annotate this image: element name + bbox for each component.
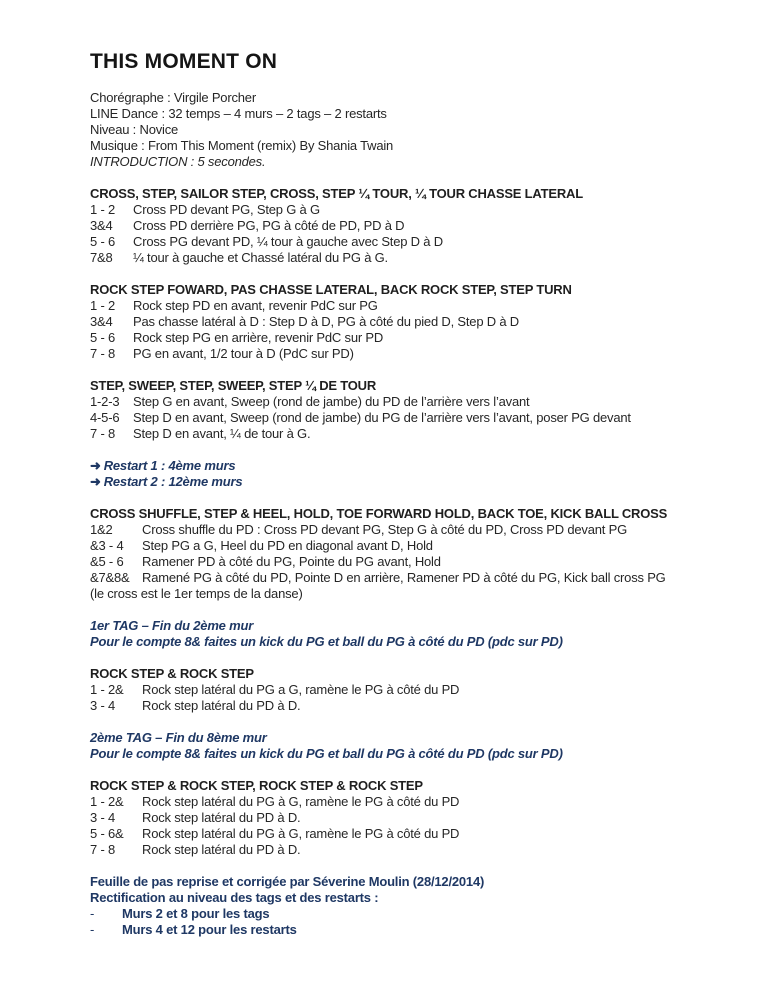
section-6 [90, 778, 710, 858]
arrow-right-icon: ➜ [90, 458, 101, 473]
restart-text: Restart 2 : 12ème murs [103, 474, 243, 489]
step-text: Ramener PD à côté du PG, Pointe du PG avant, Hold [142, 554, 441, 569]
step-line [90, 234, 710, 250]
count-label: 1-2-3 [90, 394, 120, 409]
step-text: Cross PG devant PD, ¼ tour à gauche avec Step D à D [133, 234, 443, 249]
step-line [90, 682, 710, 698]
step-text: Rock step PG en arrière, revenir PdC sur PD [133, 330, 384, 345]
meta-introduction: INTRODUCTION : 5 secondes. [90, 154, 266, 169]
step-line [90, 554, 710, 570]
step-line [90, 394, 710, 410]
step-line [90, 522, 710, 538]
tag-detail: Pour le compte 8& faites un kick du PG et ball du PG à côté du PD (pdc sur PD) [90, 746, 563, 761]
step-text: Cross PD derrière PG, PG à côté de PD, PD à D [133, 218, 405, 233]
tag-detail: Pour le compte 8& faites un kick du PG et ball du PG à côté du PD (pdc sur PD) [90, 634, 563, 649]
count-label: 5 - 6 [90, 234, 116, 249]
tag-1-block [90, 618, 710, 650]
section-4 [90, 506, 710, 602]
step-line [90, 298, 710, 314]
step-text: Pas chasse latéral à D : Step D à D, PG à côté du pied D, Step D à D [133, 314, 519, 329]
step-text: Rock step latéral du PD à D. [142, 810, 301, 825]
count-label: 7&8 [90, 250, 113, 265]
footer-bullet-text: Murs 2 et 8 pour les tags [122, 906, 270, 921]
footer-credit-block [90, 874, 710, 938]
tag-title: 1er TAG – Fin du 2ème mur [90, 618, 254, 633]
meta-choreographer: Chorégraphe : Virgile Porcher [90, 90, 256, 105]
step-line [90, 314, 710, 330]
count-label: &7&8& [90, 570, 130, 585]
section-header: CROSS SHUFFLE, STEP & HEEL, HOLD, TOE FORWARD HOLD, BACK TOE, KICK BALL CROSS [90, 506, 668, 521]
footer-bullet [90, 906, 710, 922]
tag-2-block [90, 730, 710, 762]
count-label: 4-5-6 [90, 410, 120, 425]
step-text: Rock step latéral du PD à D. [142, 698, 301, 713]
count-label: 7 - 8 [90, 346, 116, 361]
section-2 [90, 282, 710, 362]
step-text: Step D en avant, ¼ de tour à G. [133, 426, 311, 441]
step-line [90, 570, 710, 586]
step-line [90, 218, 710, 234]
section-header: ROCK STEP & ROCK STEP [90, 666, 254, 681]
count-label: 1 - 2 [90, 202, 116, 217]
step-text: Ramené PG à côté du PD, Pointe D en arrière, Ramener PD à côté du PG, Kick ball cross PG [142, 570, 666, 585]
step-line [90, 810, 710, 826]
step-text: Rock step latéral du PG a G, ramène le PG à côté du PD [142, 682, 460, 697]
step-text: Step D en avant, Sweep (rond de jambe) du PG de l’arrière vers l’avant, poser PG devant [133, 410, 631, 425]
step-line [90, 410, 710, 426]
section-header: STEP, SWEEP, STEP, SWEEP, STEP ¼ DE TOUR [90, 378, 377, 393]
restart-2-line [90, 474, 710, 490]
section-header: ROCK STEP & ROCK STEP, ROCK STEP & ROCK STEP [90, 778, 423, 793]
step-line [90, 330, 710, 346]
step-text: Cross shuffle du PD : Cross PD devant PG, Step G à côté du PD, Cross PD devant PG [142, 522, 627, 537]
step-line [90, 826, 710, 842]
step-text: Rock step PD en avant, revenir PdC sur PG [133, 298, 378, 313]
arrow-right-icon: ➜ [90, 474, 101, 489]
restarts-block [90, 458, 710, 490]
step-text: Rock step latéral du PG à G, ramène le PG à côté du PD [142, 794, 460, 809]
section-1 [90, 186, 710, 266]
count-label: &5 - 6 [90, 554, 124, 569]
count-label: 1 - 2& [90, 794, 124, 809]
step-line [90, 202, 710, 218]
step-text: PG en avant, 1/2 tour à D (PdC sur PD) [133, 346, 354, 361]
count-label: 1&2 [90, 522, 113, 537]
footer-credit: Feuille de pas reprise et corrigée par Séverine Moulin (28/12/2014) [90, 874, 485, 889]
count-label: 7 - 8 [90, 842, 116, 857]
section-header: CROSS, STEP, SAILOR STEP, CROSS, STEP ¼ TOUR, ¼ TOUR CHASSE LATERAL [90, 186, 583, 201]
step-line [90, 346, 710, 362]
count-label: 5 - 6& [90, 826, 124, 841]
restart-text: Restart 1 : 4ème murs [103, 458, 236, 473]
count-label: 3 - 4 [90, 810, 116, 825]
section-3 [90, 378, 710, 442]
count-label: &3 - 4 [90, 538, 124, 553]
meta-level: Niveau : Novice [90, 122, 179, 137]
tag-title: 2ème TAG – Fin du 8ème mur [90, 730, 267, 745]
count-label: 3 - 4 [90, 698, 116, 713]
count-label: 5 - 6 [90, 330, 116, 345]
meta-block [90, 90, 710, 170]
step-line [90, 698, 710, 714]
section-header: ROCK STEP FOWARD, PAS CHASSE LATERAL, BACK ROCK STEP, STEP TURN [90, 282, 572, 297]
meta-music: Musique : From This Moment (remix) By Shania Twain [90, 138, 394, 153]
count-label: 3&4 [90, 314, 113, 329]
step-line [90, 426, 710, 442]
count-label: 3&4 [90, 218, 113, 233]
step-line [90, 794, 710, 810]
footer-bullet [90, 922, 710, 938]
count-label: 1 - 2& [90, 682, 124, 697]
step-text: Cross PD devant PG, Step G à G [133, 202, 320, 217]
count-label: 7 - 8 [90, 426, 116, 441]
section-5 [90, 666, 710, 714]
step-text: Step PG a G, Heel du PD en diagonal avant D, Hold [142, 538, 433, 553]
step-text: ¼ tour à gauche et Chassé latéral du PG à G. [133, 250, 388, 265]
dash-bullet-icon: - [90, 922, 95, 937]
step-text: Step G en avant, Sweep (rond de jambe) du PD de l’arrière vers l’avant [133, 394, 530, 409]
step-line [90, 538, 710, 554]
step-line [90, 842, 710, 858]
step-line [90, 250, 710, 266]
footer-rectification: Rectification au niveau des tags et des restarts : [90, 890, 379, 905]
footer-bullet-text: Murs 4 et 12 pour les restarts [122, 922, 297, 937]
step-text: Rock step latéral du PD à D. [142, 842, 301, 857]
step-text: Rock step latéral du PG à G, ramène le PG à côté du PD [142, 826, 460, 841]
restart-1-line [90, 458, 710, 474]
page-title: THIS MOMENT ON [90, 50, 278, 73]
dash-bullet-icon: - [90, 906, 95, 921]
count-label: 1 - 2 [90, 298, 116, 313]
meta-dance-type: LINE Dance : 32 temps – 4 murs – 2 tags – 2 restarts [90, 106, 387, 121]
section-note: (le cross est le 1er temps de la danse) [90, 586, 303, 601]
